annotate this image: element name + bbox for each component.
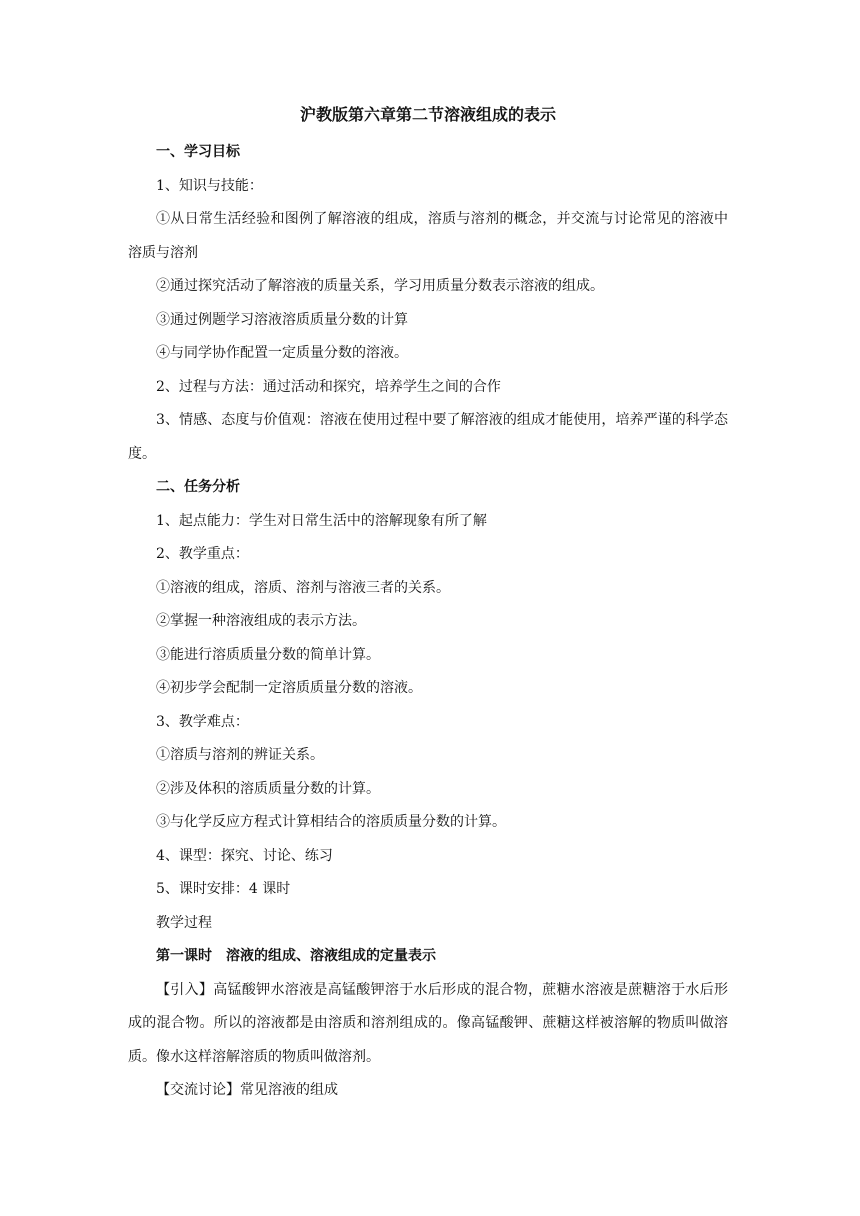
paragraph: 【引入】高锰酸钾水溶液是高锰酸钾溶于水后形成的混合物，蔗糖水溶液是蔗糖溶于水后形成的混合物。所以的溶液都是由溶质和溶剂组成的。像高锰酸钾、蔗糖这样被溶解的物质叫做溶质。像水这样溶解溶质的物质叫做溶剂。 <box>128 981 728 1065</box>
paragraph: ④初步学会配制一定溶质质量分数的溶液。 <box>156 680 422 696</box>
paragraph: 2、教学重点： <box>156 546 249 562</box>
paragraph: 1、起点能力：学生对日常生活中的溶解现象有所了解 <box>156 512 487 529</box>
paragraph: 3、教学难点： <box>156 713 249 730</box>
paragraph: ②通过探究活动了解溶液的质量关系，学习用质量分数表示溶液的组成。 <box>156 278 604 294</box>
paragraph: ③能进行溶质质量分数的简单计算。 <box>156 646 380 663</box>
paragraph: 2、过程与方法：通过活动和探究，培养学生之间的合作 <box>156 378 501 395</box>
document-body <box>128 136 728 1108</box>
section-heading: 第一课时 溶液的组成、溶液组成的定量表示 <box>156 948 436 964</box>
section-heading: 一、学习目标 <box>156 144 240 160</box>
paragraph: ①从日常生活经验和图例了解溶液的组成，溶质与溶剂的概念，并交流与讨论常见的溶液中溶质与溶剂 <box>128 211 728 261</box>
paragraph: 3、情感、态度与价值观：溶液在使用过程中要了解溶液的组成才能使用，培养严谨的科学态度。 <box>128 412 728 462</box>
paragraph: 教学过程 <box>156 914 212 931</box>
paragraph: ③通过例题学习溶液溶质质量分数的计算 <box>156 311 408 328</box>
document-title: 沪教版第六章第二节溶液组成的表示 <box>299 105 556 124</box>
paragraph: ①溶质与溶剂的辨证关系。 <box>156 747 324 763</box>
paragraph: 5、课时安排：4 课时 <box>156 881 291 897</box>
document-page <box>128 104 728 1108</box>
paragraph: ③与化学反应方程式计算相结合的溶质质量分数的计算。 <box>156 814 506 830</box>
paragraph: ①溶液的组成，溶质、溶剂与溶液三者的关系。 <box>156 579 450 596</box>
paragraph: 【交流讨论】常见溶液的组成 <box>156 1082 338 1098</box>
paragraph: 1、知识与技能： <box>156 177 263 194</box>
paragraph: 4、课型：探究、讨论、练习 <box>156 847 333 864</box>
section-heading: 二、任务分析 <box>156 479 240 495</box>
paragraph: ②掌握一种溶液组成的表示方法。 <box>156 613 366 629</box>
paragraph: ②涉及体积的溶质质量分数的计算。 <box>156 780 380 797</box>
paragraph: ④与同学协作配置一定质量分数的溶液。 <box>156 345 408 361</box>
